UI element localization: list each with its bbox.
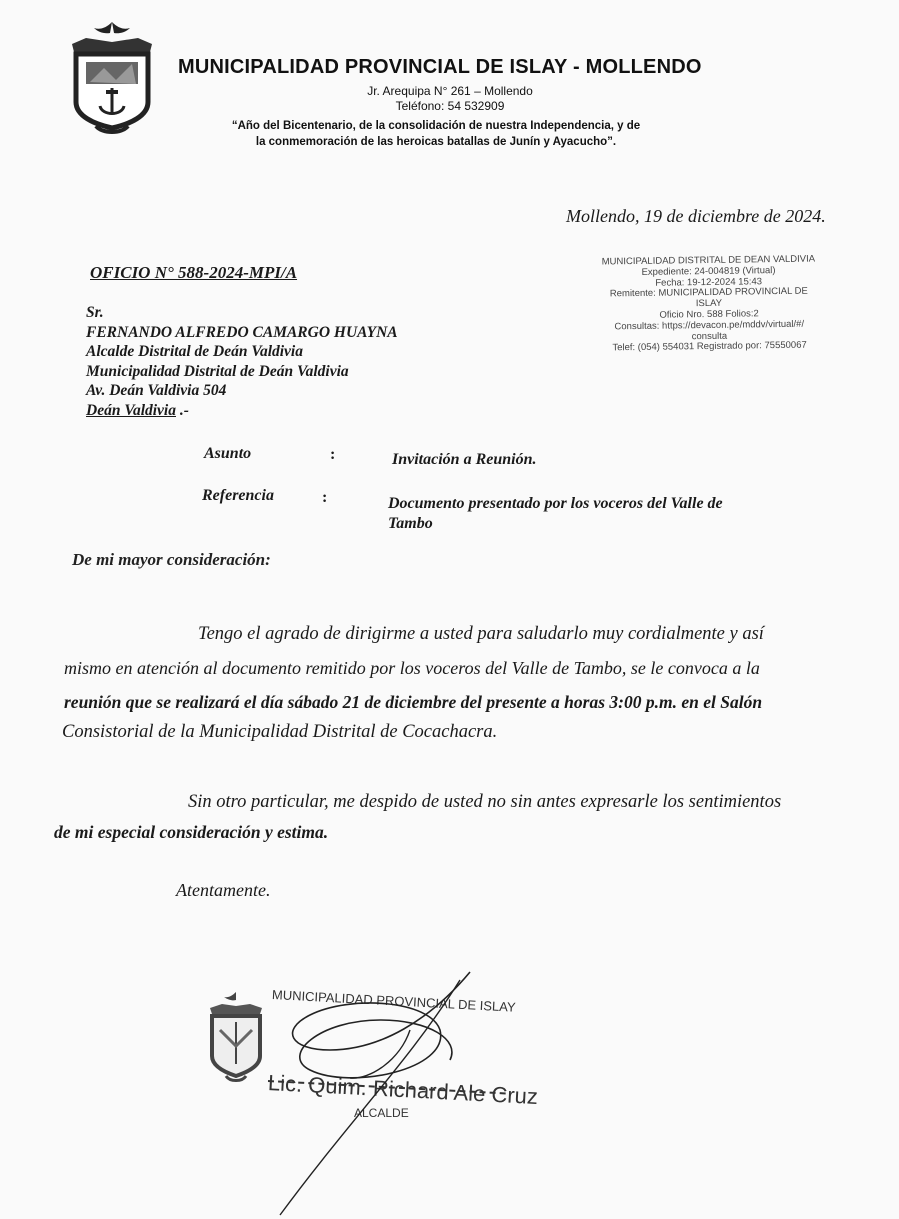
recipient-city-line: [86, 401, 398, 421]
seal-crest-icon: [206, 990, 266, 1082]
asunto-colon: :: [330, 446, 336, 463]
referencia-colon: :: [322, 489, 328, 506]
paragraph-1-line-1: Tengo el agrado de dirigirme a usted para saludarlo muy cordialmente y así: [198, 624, 764, 644]
signatory-role: ALCALDE: [354, 1106, 409, 1120]
paragraph-1-line-2: mismo en atención al documento remitido por los voceros del Valle de Tambo, se le convoca a la: [64, 658, 760, 678]
referencia-value: [388, 494, 723, 534]
stamp-line: Telef: (054) 554031 Registrado por: 75550067: [612, 340, 807, 354]
recipient-city-suffix: .-: [176, 401, 189, 419]
recipient-entity: Municipalidad Distrital de Deán Valdivia: [86, 362, 349, 380]
referencia-line-2: Tambo: [388, 515, 433, 532]
paragraph-1-line-4: Consistorial de la Municipalidad Distrital de Cocachacra.: [62, 722, 498, 742]
letter-date: Mollendo, 19 de diciembre de 2024.: [566, 206, 826, 226]
asunto-label: Asunto: [204, 445, 252, 462]
stamp-line: Consultas: https://devacon.pe/mddv/virtual/#/: [614, 318, 805, 333]
recipient-address: Av. Deán Valdivia 504: [86, 382, 227, 399]
paragraph-1-line-3: reunión que se realizará el día sábado 21 de diciembre del presente a horas 3:00 p.m. en el Salón: [64, 692, 763, 712]
paragraph-2-line-2: de mi especial consideración y estima.: [54, 822, 329, 842]
asunto-value: Invitación a Reunión.: [392, 451, 537, 468]
motto-line-1: “Año del Bicentenario, de la consolidación de nuestra Independencia, y de: [231, 120, 641, 132]
recipient-block: [86, 303, 398, 420]
seal-entity: MUNICIPALIDAD PROVINCIAL DE ISLAY: [271, 987, 516, 1015]
greeting: De mi mayor consideración:: [72, 550, 271, 569]
stamp-line: Expediente: 24-004819 (Virtual): [641, 264, 776, 278]
referencia-line-1: Documento presentado por los voceros del Valle de: [388, 495, 723, 512]
recipient-salutation: Sr.: [86, 304, 104, 321]
signatory-name: Lic. Quim. Richard Ale Cruz: [267, 1070, 539, 1110]
stamp-line: Fecha: 19-12-2024 15:43: [655, 275, 763, 289]
stamp-line: MUNICIPALIDAD DISTRITAL DE DEAN VALDIVIA: [601, 253, 816, 268]
year-motto: [196, 118, 676, 150]
stamp-line: Oficio Nro. 588 Folios:2: [659, 308, 759, 321]
stamp-line: consulta: [691, 330, 728, 342]
institution-address: Jr. Arequipa N° 261 – Mollendo: [367, 84, 533, 98]
institution-contact: [330, 84, 570, 114]
recipient-title: Alcalde Distrital de Deán Valdivia: [86, 343, 303, 360]
institution-name: MUNICIPALIDAD PROVINCIAL DE ISLAY - MOLLENDO: [178, 56, 702, 78]
oficio-number: OFICIO N° 588-2024-MPI/A: [90, 263, 298, 282]
referencia-label: Referencia: [202, 487, 274, 504]
stamp-line: Remitente: MUNICIPALIDAD PROVINCIAL DE: [609, 286, 808, 300]
reception-stamp: [583, 254, 834, 355]
handwritten-signature: [260, 960, 520, 1219]
institution-phone: Teléfono: 54 532909: [395, 99, 505, 113]
recipient-city: Deán Valdivia: [86, 401, 176, 419]
closing: Atentamente.: [176, 880, 271, 900]
paragraph-2-line-1: Sin otro particular, me despido de usted no sin antes expresarle los sentimientos: [188, 792, 782, 812]
motto-line-2: la conmemoración de las heroicas batallas de Junín y Ayacucho”.: [255, 136, 617, 148]
municipal-crest-icon: [66, 18, 158, 136]
stamp-line: ISLAY: [695, 298, 723, 310]
recipient-name: FERNANDO ALFREDO CAMARGO HUAYNA: [86, 323, 398, 341]
